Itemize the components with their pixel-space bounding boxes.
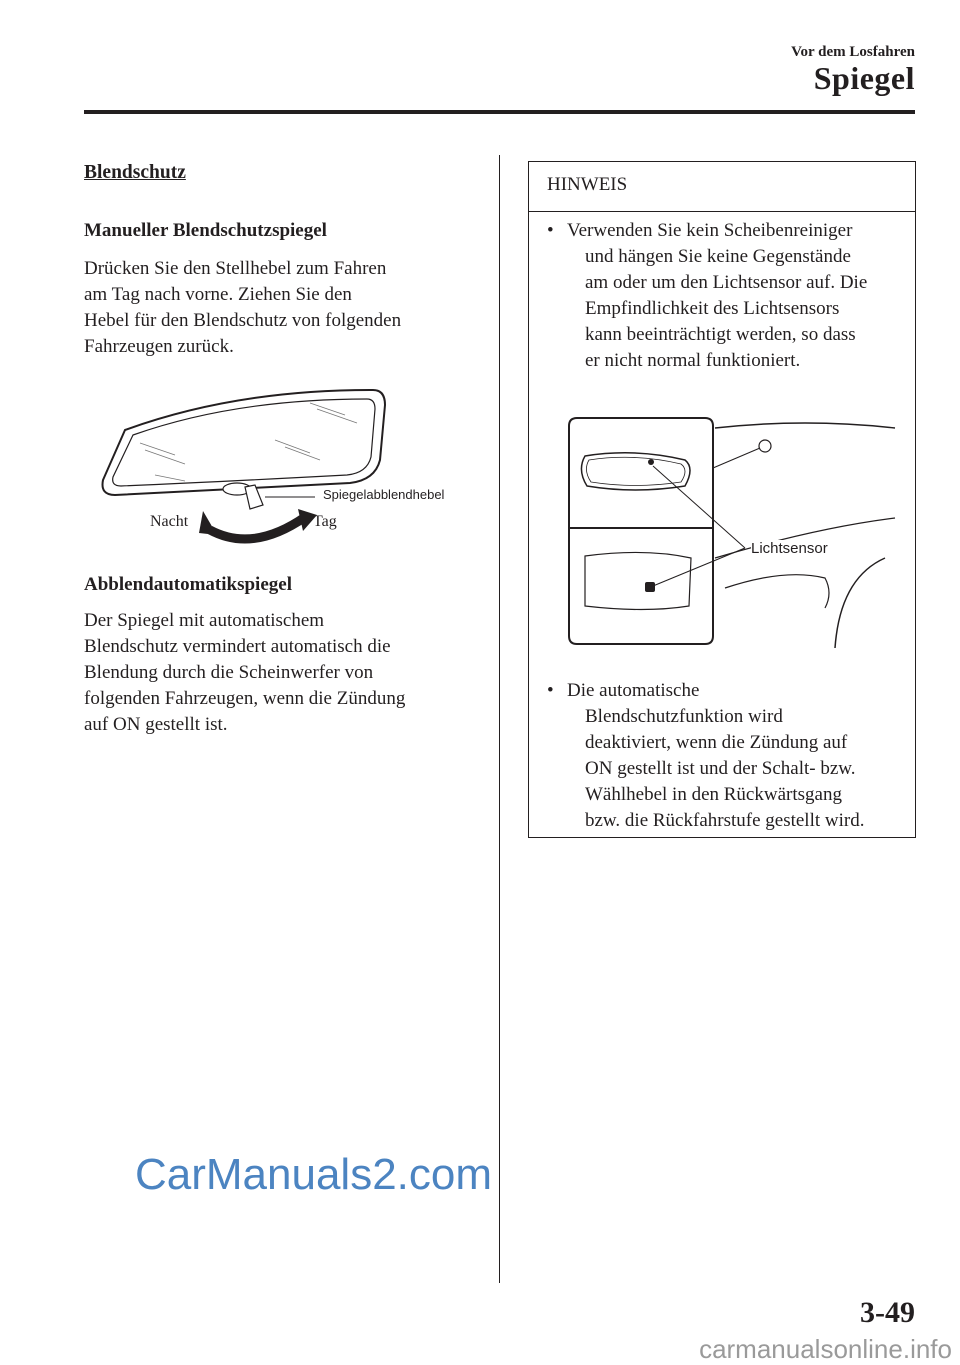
text-line: Fahrzeugen zurück. [84,336,234,357]
text-line: Wählhebel in den Rückwärtsgang [585,784,842,805]
text-line: Drücken Sie den Stellhebel zum Fahren [84,258,387,279]
lever-label: Spiegelabblendhebel [323,487,445,502]
note-title: HINWEIS [547,174,628,195]
text-line: er nicht normal funktioniert. [585,350,801,371]
note-bullet-2 [547,678,911,838]
text-line: ON gestellt ist und der Schalt- bzw. [585,758,856,779]
text-line: bzw. die Rückfahrstufe gestellt wird. [585,810,865,831]
text-line: deaktiviert, wenn die Zündung auf [585,732,848,753]
text-line: Empfindlichkeit des Lichtsensors [585,298,840,319]
manual-mirror-text [84,256,484,360]
bullet-icon: • [547,680,554,701]
text-line: Blendung durch die Scheinwerfer von [84,662,374,683]
text-line: Blendschutz vermindert automatisch die [84,636,391,657]
page-number: 3-49 [860,1296,915,1329]
day-label: Tag [313,513,337,530]
auto-mirror-text [84,608,484,738]
text-line: auf ON gestellt ist. [84,714,228,735]
subheading-manual-mirror: Manueller Blendschutzspiegel [84,220,327,241]
subheading-auto-mirror: Abblendautomatikspiegel [84,574,292,595]
note-bullet-1 [547,218,911,378]
text-line: und hängen Sie keine Gegenstände [585,246,851,267]
mirror-illustration [95,385,485,550]
light-sensor-illustration [565,408,905,670]
column-divider [499,155,500,1283]
section-name: Vor dem Losfahren [791,44,915,60]
night-label: Nacht [150,513,189,530]
text-line: kann beeinträchtigt werden, so dass [585,324,856,345]
text-line: Hebel für den Blendschutz von folgenden [84,310,402,331]
text-line: Verwenden Sie kein Scheibenreiniger [567,220,853,241]
note-box [528,161,916,838]
note-header [529,162,915,212]
footer-watermark: carmanualsonline.info [699,1334,952,1364]
light-sensor-label: Lichtsensor [751,540,828,557]
text-line: Blendschutzfunktion wird [585,706,783,727]
page-title: Spiegel [813,60,915,96]
header-rule [84,110,915,114]
text-line: am oder um den Lichtsensor auf. Die [585,272,868,293]
text-line: Die automatische [567,680,700,701]
text-line: folgenden Fahrzeugen, wenn die Zündung [84,688,406,709]
text-line: am Tag nach vorne. Ziehen Sie den [84,284,352,305]
watermark-logo: CarManuals2.com [135,1150,493,1199]
bullet-icon: • [547,220,554,241]
text-line: Der Spiegel mit automatischem [84,610,325,631]
section-heading-blendschutz: Blendschutz [84,162,186,183]
